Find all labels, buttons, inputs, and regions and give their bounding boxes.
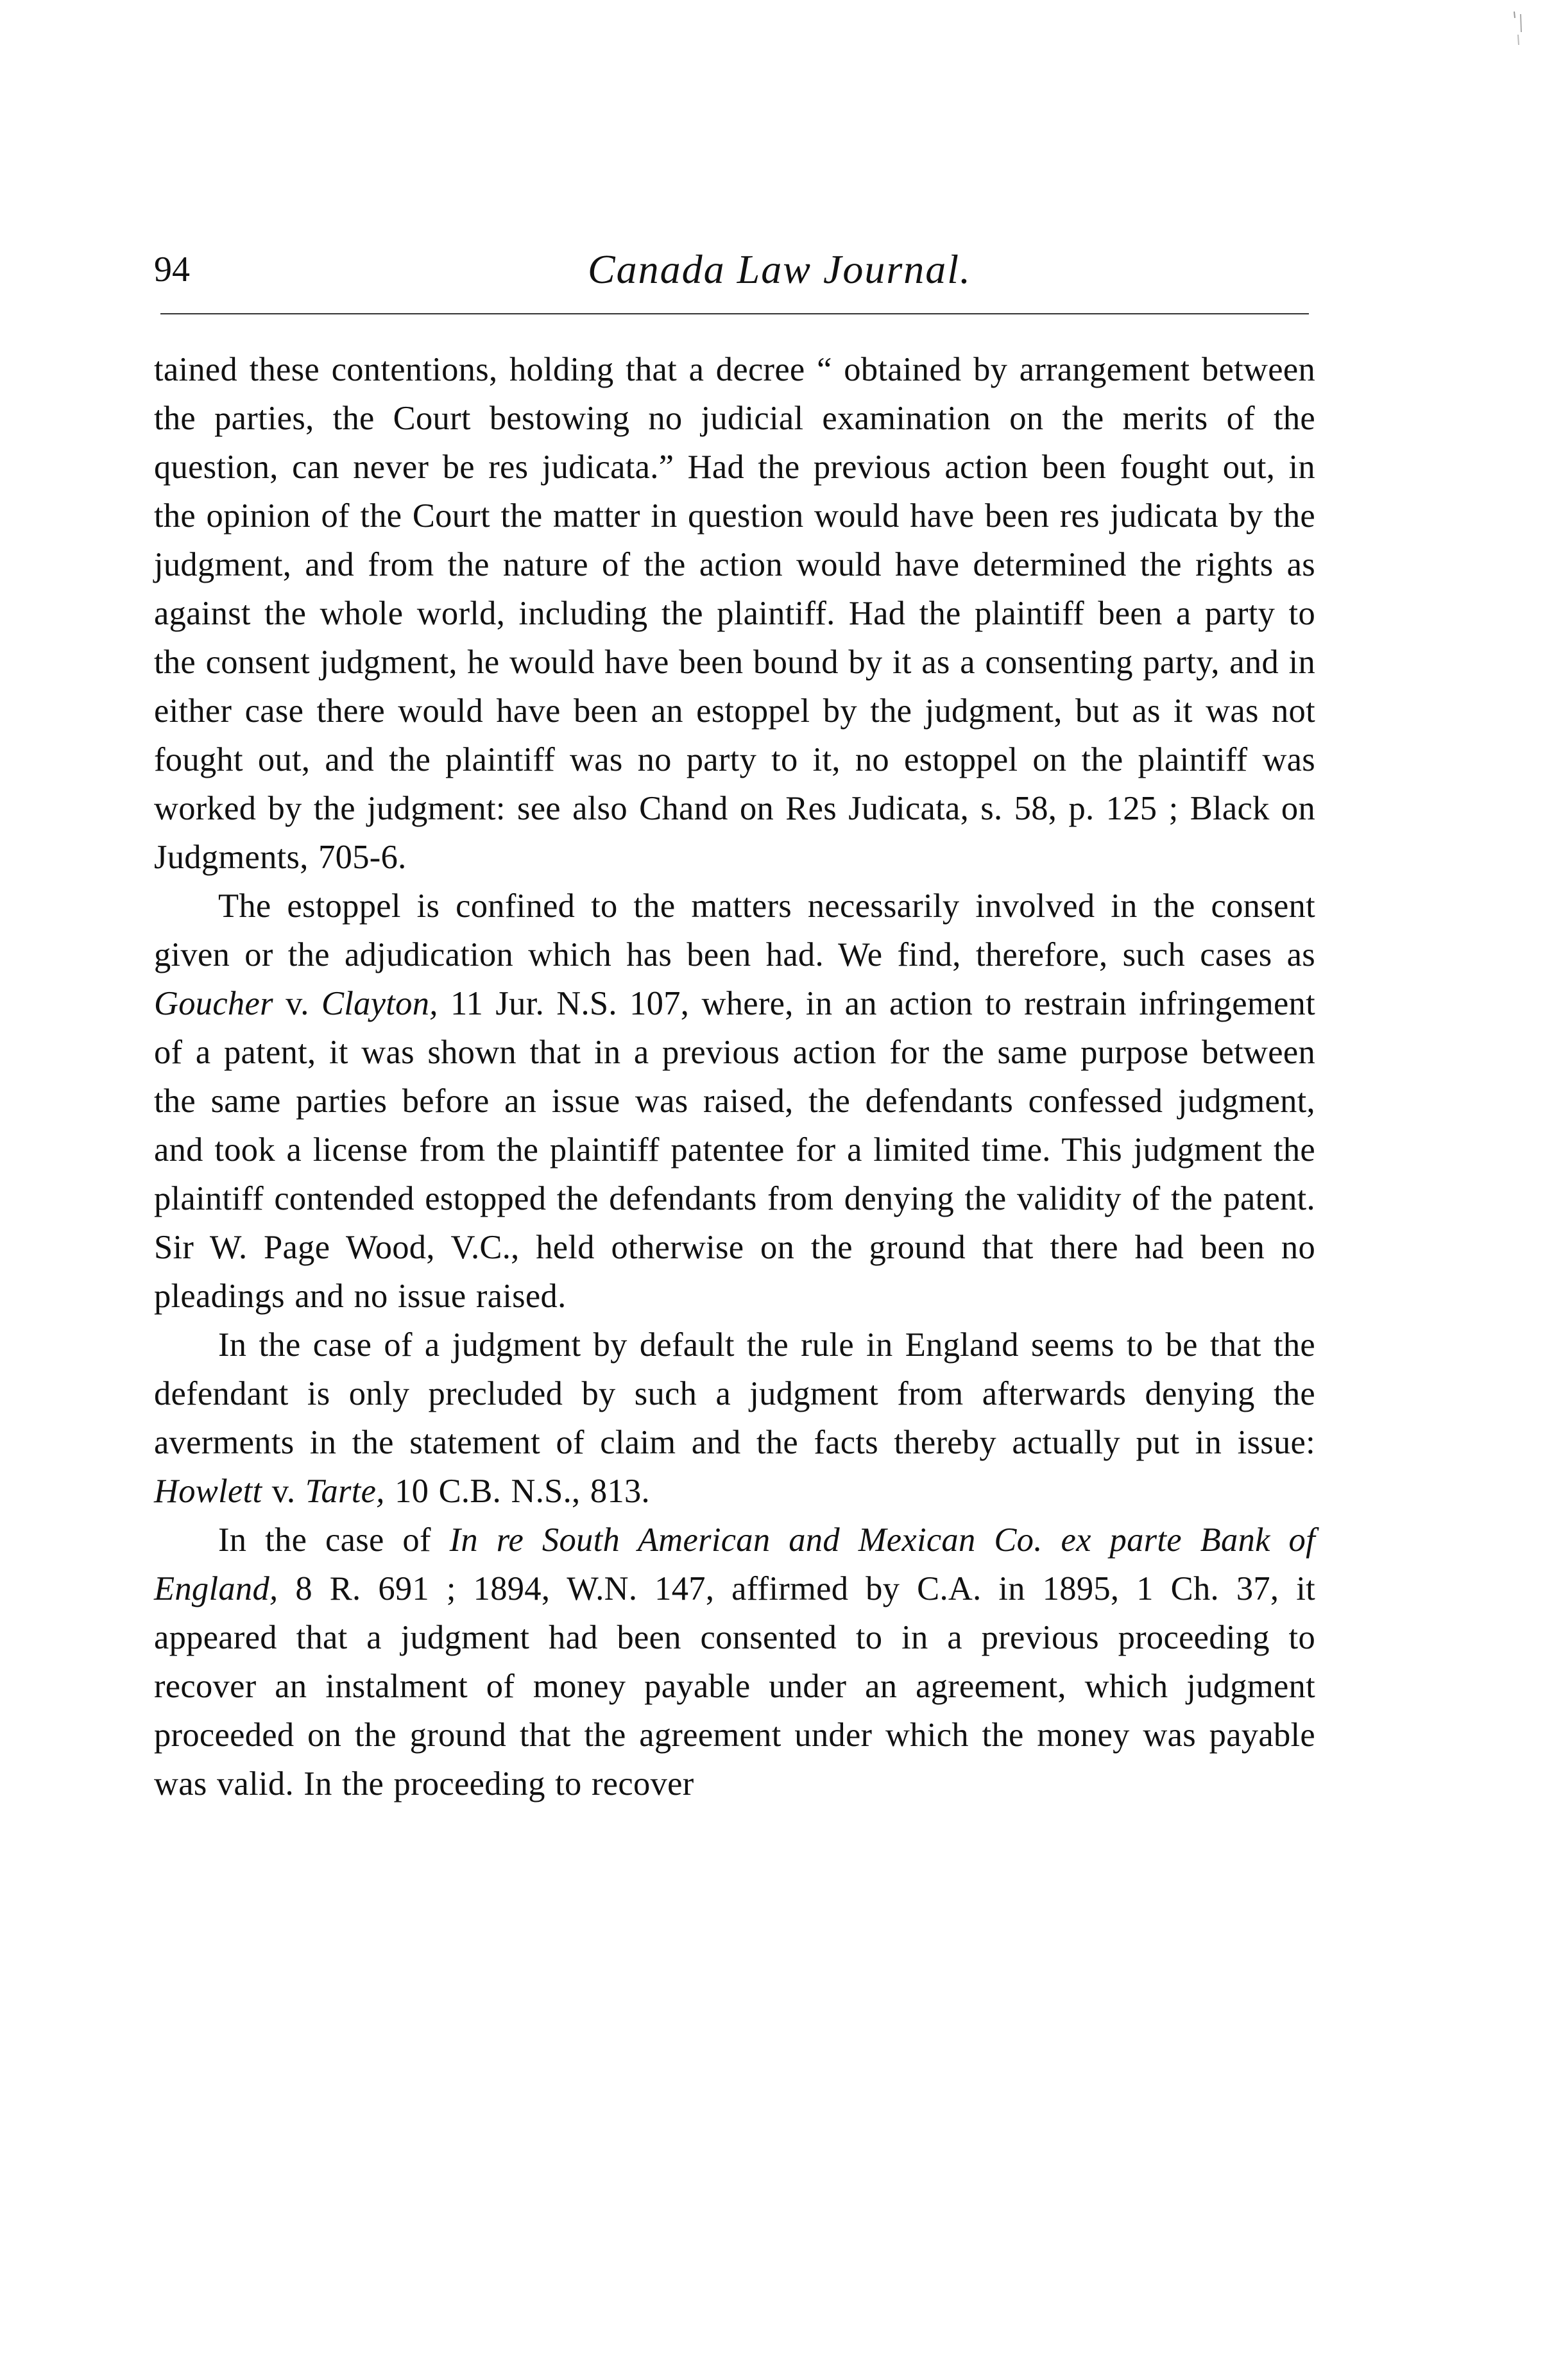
case-citation: Tarte, (305, 1473, 385, 1510)
text-run: In the case of (218, 1521, 450, 1559)
paragraph (154, 1516, 1315, 1808)
text-run: v. (262, 1473, 305, 1510)
body-text (154, 345, 1315, 1808)
text-run: 10 C.B. N.S., 813. (384, 1473, 650, 1510)
paragraph (154, 345, 1315, 882)
running-title: Canada Law Journal. (587, 246, 972, 292)
page-header (154, 241, 1309, 298)
case-citation: In re South American and Mexican Co. ex parte Bank of England, (154, 1521, 1315, 1607)
header-rule (160, 313, 1309, 314)
text-run: tained these contentions, holding that a decree “ obtained by arrangement between the parties, the Court bestowing no judicial examination on the merits of the question, can never be res judicata.” Had the previous action been fought out, in the opinion of the Court the matter in question would have been res judicata by the judgment, and from the nature of the action would have determined the rights as against the whole world, including the plaintiff. Had the plaintiff been a party to the consent judgment, he would have been bound by it as a consenting party, and in either case there would have been an estoppel by the judgment, but as it was not fought out, and the plaintiff was no party to it, no estoppel on the plaintiff was worked by the judgment: see also Chand on Res Judicata, s. 58, p. 125 ; Black on Judgments, 705-6. (154, 351, 1315, 876)
text-run: v. (273, 985, 321, 1022)
text-run: The estoppel is confined to the matters necessarily involved in the consent given or the adjudication which has been had. We find, therefore, such cases as (154, 887, 1315, 973)
paragraph (154, 1321, 1315, 1516)
text-run: 8 R. 691 ; 1894, W.N. 147, affirmed by C.A. in 1895, 1 Ch. 37, it appeared that a judgment had been consented to in a previous proceeding to recover an instalment of money payable under an agreement, which judgment proceeded on the ground that the agreement under which the money was payable was valid. In the proceeding to recover (154, 1570, 1315, 1802)
case-citation: Goucher (154, 985, 273, 1022)
scan-speck-mark (1508, 9, 1527, 47)
case-citation: Howlett (154, 1473, 262, 1510)
text-run: In the case of a judgment by default the rule in England seems to be that the defendant is only precluded by such a judgment from afterwards denying the averments in the statement of claim and the facts thereby actually put in issue: (154, 1326, 1315, 1461)
case-citation: Clayton, (321, 985, 438, 1022)
page-number: 94 (154, 250, 190, 289)
text-run: 11 Jur. N.S. 107, where, in an action to restrain infringement of a patent, it was shown that in a previous action for the same purpose between the same parties before an issue was raised, the defendants confessed judgment, and took a license from the plaintiff patentee for a limited time. This judgment the plaintiff contended estopped the defendants from denying the validity of the patent. Sir W. Page Wood, V.C., held otherwise on the ground that there had been no pleadings and no issue raised. (154, 985, 1315, 1315)
paragraph (154, 882, 1315, 1321)
